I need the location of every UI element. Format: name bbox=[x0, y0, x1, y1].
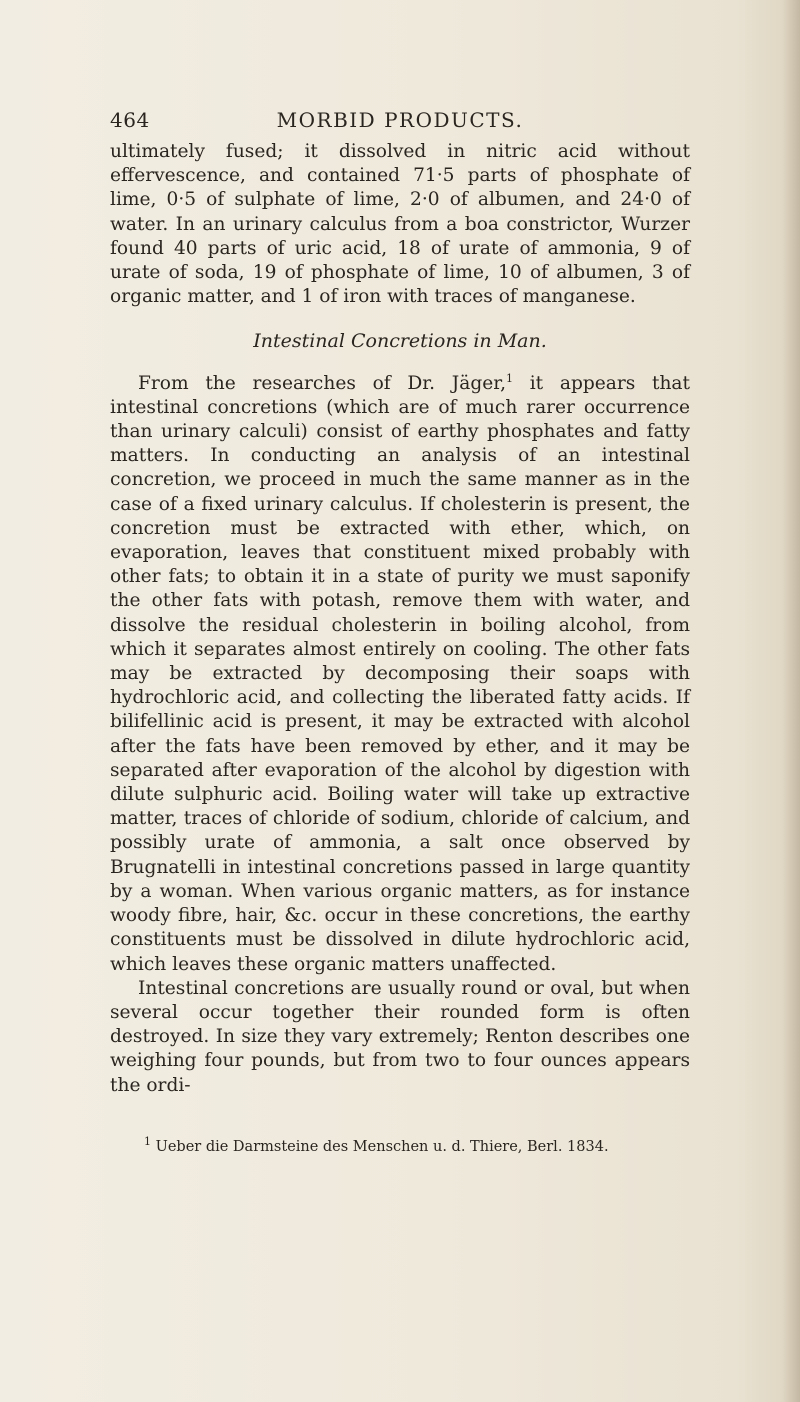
paragraph-jager-start: From the researches of Dr. Jäger, bbox=[138, 372, 506, 394]
footnote-reference: 1 bbox=[505, 371, 513, 385]
page-header bbox=[110, 108, 690, 138]
page-number: 464 bbox=[110, 108, 150, 132]
paragraph-jager-rest: it appears that intestinal concretions (which are of much rarer occurrence than urinary calculi) consist of earthy phosphates and fatty matters. In conducting an analysis of an intestinal concretion, we proceed in much the same manner as in the case of a fixed urinary calculus. If cholesterin is present, the concretion must be extracted with ether, which, on evaporation, leaves that constituent mixed probably with other fats; to obtain it in a state of purity we must saponify the other fats with potash, remove them with water, and dissolve the residual cholesterin in boiling alcohol, from which it separates almost entirely on cooling. The other fats may be extracted by decomposing their soaps with hydrochloric acid, and collecting the liberated fatty acids. If bilifellinic acid is present, it may be extracted with alcohol after the fats have been removed by ether, and it may be separated after evaporation of the alcohol by digestion with dilute sulphuric acid. Boiling water will take up extractive matter, traces of chloride of sodium, chloride of calcium, and possibly urate of ammonia, a salt once observed by Brugnatelli in intestinal concretions passed in large quantity by a woman. When various organic matters, as for instance woody fibre, hair, &c. occur in these concretions, the earthy constituents must be dissolved in dilute hydrochloric acid, which leaves these organic matters unaffected. bbox=[110, 372, 690, 975]
page-edge-shadow bbox=[782, 0, 800, 1402]
footnote bbox=[110, 1135, 690, 1156]
footnote-text: Ueber die Darmsteine des Menschen u. d. Thiere, Berl. 1834. bbox=[151, 1139, 609, 1155]
page-body bbox=[110, 140, 690, 1098]
running-head: MORBID PRODUCTS. bbox=[276, 108, 524, 132]
footnote-marker: 1 bbox=[144, 1135, 151, 1149]
paragraph-jager bbox=[110, 372, 690, 977]
footnote-area bbox=[110, 1135, 690, 1156]
section-heading: Intestinal Concretions in Man. bbox=[253, 330, 547, 353]
paragraph-size: Intestinal concretions are usually round or oval, but when several occur together their rounded form is often destroyed. In size they vary extremely; Renton describes one weighing four pounds, but from two to four ounces appears the ordi- bbox=[110, 977, 690, 1096]
paragraph-intro: ultimately fused; it dissolved in nitric acid without effervescence, and contained 71·5 parts of phosphate of lime, 0·5 of sulphate of lime, 2·0 of albumen, and 24·0 of water. In an urinary calculus from a boa constrictor, Wurzer found 40 parts of uric acid, 18 of urate of ammonia, 9 of urate of soda, 19 of phosphate of lime, 10 of albumen, 3 of organic matter, and 1 of iron with traces of manganese. bbox=[110, 141, 690, 308]
